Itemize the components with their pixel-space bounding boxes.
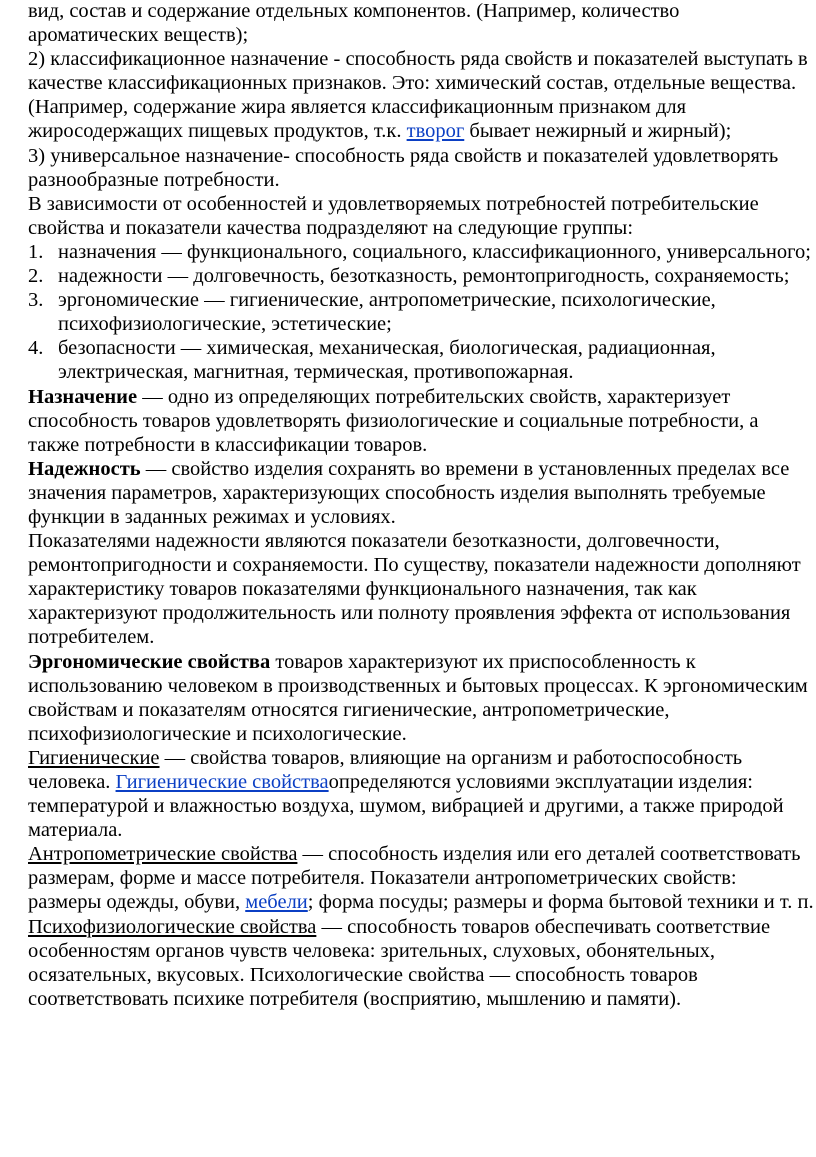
paragraph-text: 3) универсальное назначение- способность ряда свойств и показателей удовлетворять разнообразные потребности. — [28, 144, 779, 191]
tvorog-link[interactable]: творог — [406, 120, 465, 143]
list-number: 1. — [28, 240, 44, 263]
document-body — [28, 0, 814, 1011]
term-naznachenie: Назначение — [28, 385, 138, 408]
paragraph-nadezhnost — [28, 457, 814, 529]
paragraph-text: 2) классификационное назначение - способность ряда свойств и показателей выступать в качестве классификационных признаков. Это: химический состав, отдельные вещества. (Например, содержание жира является классификационным признаком для жиросодержащих пищевых продуктов, т.к. — [28, 48, 808, 143]
paragraph-psychophysiological — [28, 915, 814, 1011]
paragraph-text: — способность изделия или его деталей соответствовать размерам, форме и массе потребителя. Показатели антропометрических свойств: размеры одежды, обуви, — [28, 843, 801, 914]
term-psychophysiological: Психофизиологические свойства — [28, 915, 317, 938]
hygienic-properties-link[interactable]: Гигиенические свойства — [115, 771, 329, 793]
list-number: 3. — [28, 289, 44, 312]
furniture-link[interactable]: мебели — [245, 891, 308, 914]
list-item-text: надежности — долговечность, безотказность, ремонтопригодность, сохраняемость; — [58, 265, 790, 288]
list-item — [28, 240, 814, 264]
paragraph-text: — одно из определяющих потребительских свойств, характеризует способность товаров удовлетворять физиологические и социальные потребности, а также потребности в классификации товаров. — [28, 385, 759, 456]
paragraph-universal-purpose — [28, 144, 814, 192]
paragraph-text: товаров характеризуют их приспособленность к использованию человеком в производственных и бытовых процессах. К эргономическим свойствам и показателям относятся гигиенические, антропометрические, психофизиологические и психологические. — [28, 650, 808, 745]
paragraph-hygienic — [28, 746, 814, 842]
paragraph-text: ; форма посуды; размеры и форма бытовой техники и т. п. — [307, 891, 814, 914]
term-ergonomic: Эргономические свойства — [28, 650, 271, 673]
list-item-text: эргономические — гигиенические, антропометрические, психологические, психофизиологические, эстетические; — [58, 289, 716, 336]
term-anthropometric: Антропометрические свойства — [28, 843, 298, 866]
paragraph-text: вид, состав и содержание отдельных компонентов. (Например, количество ароматических веществ); — [28, 0, 680, 47]
paragraph-text: Показателями надежности являются показатели безотказности, долговечности, ремонтопригодности и сохраняемости. По существу, показатели надежности дополняют характеристику товаров показателями функционального назначения, так как характеризуют продолжительность или полноту проявления эффекта от использования потребителем. — [28, 530, 801, 649]
paragraph-text: — свойства товаров, влияющие на организм и работоспособность человека. — [28, 746, 743, 793]
list-item-text: назначения — функционального, социального, классификационного, универсального; — [58, 240, 811, 263]
list-item — [28, 336, 814, 384]
paragraph-naznachenie — [28, 385, 814, 457]
paragraph-ergonomic — [28, 650, 814, 746]
paragraph-reliability-indicators — [28, 529, 814, 649]
property-groups-list — [28, 240, 814, 385]
paragraph-text: — свойство изделия сохранять во времени в установленных пределах все значения параметров, характеризующих способность изделия выполнять требуемые функции в заданных режимах и условиях. — [28, 457, 790, 528]
paragraph-components — [28, 0, 814, 47]
list-item — [28, 264, 814, 288]
list-item — [28, 288, 814, 336]
list-item-text: безопасности — химическая, механическая, биологическая, радиационная, электрическая, магнитная, термическая, противопожарная. — [58, 337, 716, 384]
paragraph-anthropometric — [28, 842, 814, 914]
list-number: 4. — [28, 337, 44, 360]
term-hygienic: Гигиенические — [28, 746, 160, 769]
paragraph-classification-purpose — [28, 47, 814, 143]
paragraph-text: бывает нежирный и жирный); — [464, 120, 732, 143]
term-nadezhnost: Надежность — [28, 457, 141, 480]
paragraph-groups-intro — [28, 192, 814, 240]
paragraph-text: В зависимости от особенностей и удовлетворяемых потребностей потребительские свойства и показатели качества подразделяют на следующие группы: — [28, 192, 759, 239]
paragraph-text: определяются условиями эксплуатации изделия: температурой и влажностью воздуха, шумом, вибрацией и другими, а также природой материала. — [28, 771, 784, 842]
list-number: 2. — [28, 265, 44, 288]
paragraph-text: — способность товаров обеспечивать соответствие особенностям органов чувств человека: зрительных, слуховых, обонятельных, осязательных, вкусовых. Психологические свойства — способность товаров соответствовать психике потребителя (восприятию, мышлению и памяти). — [28, 915, 771, 1010]
